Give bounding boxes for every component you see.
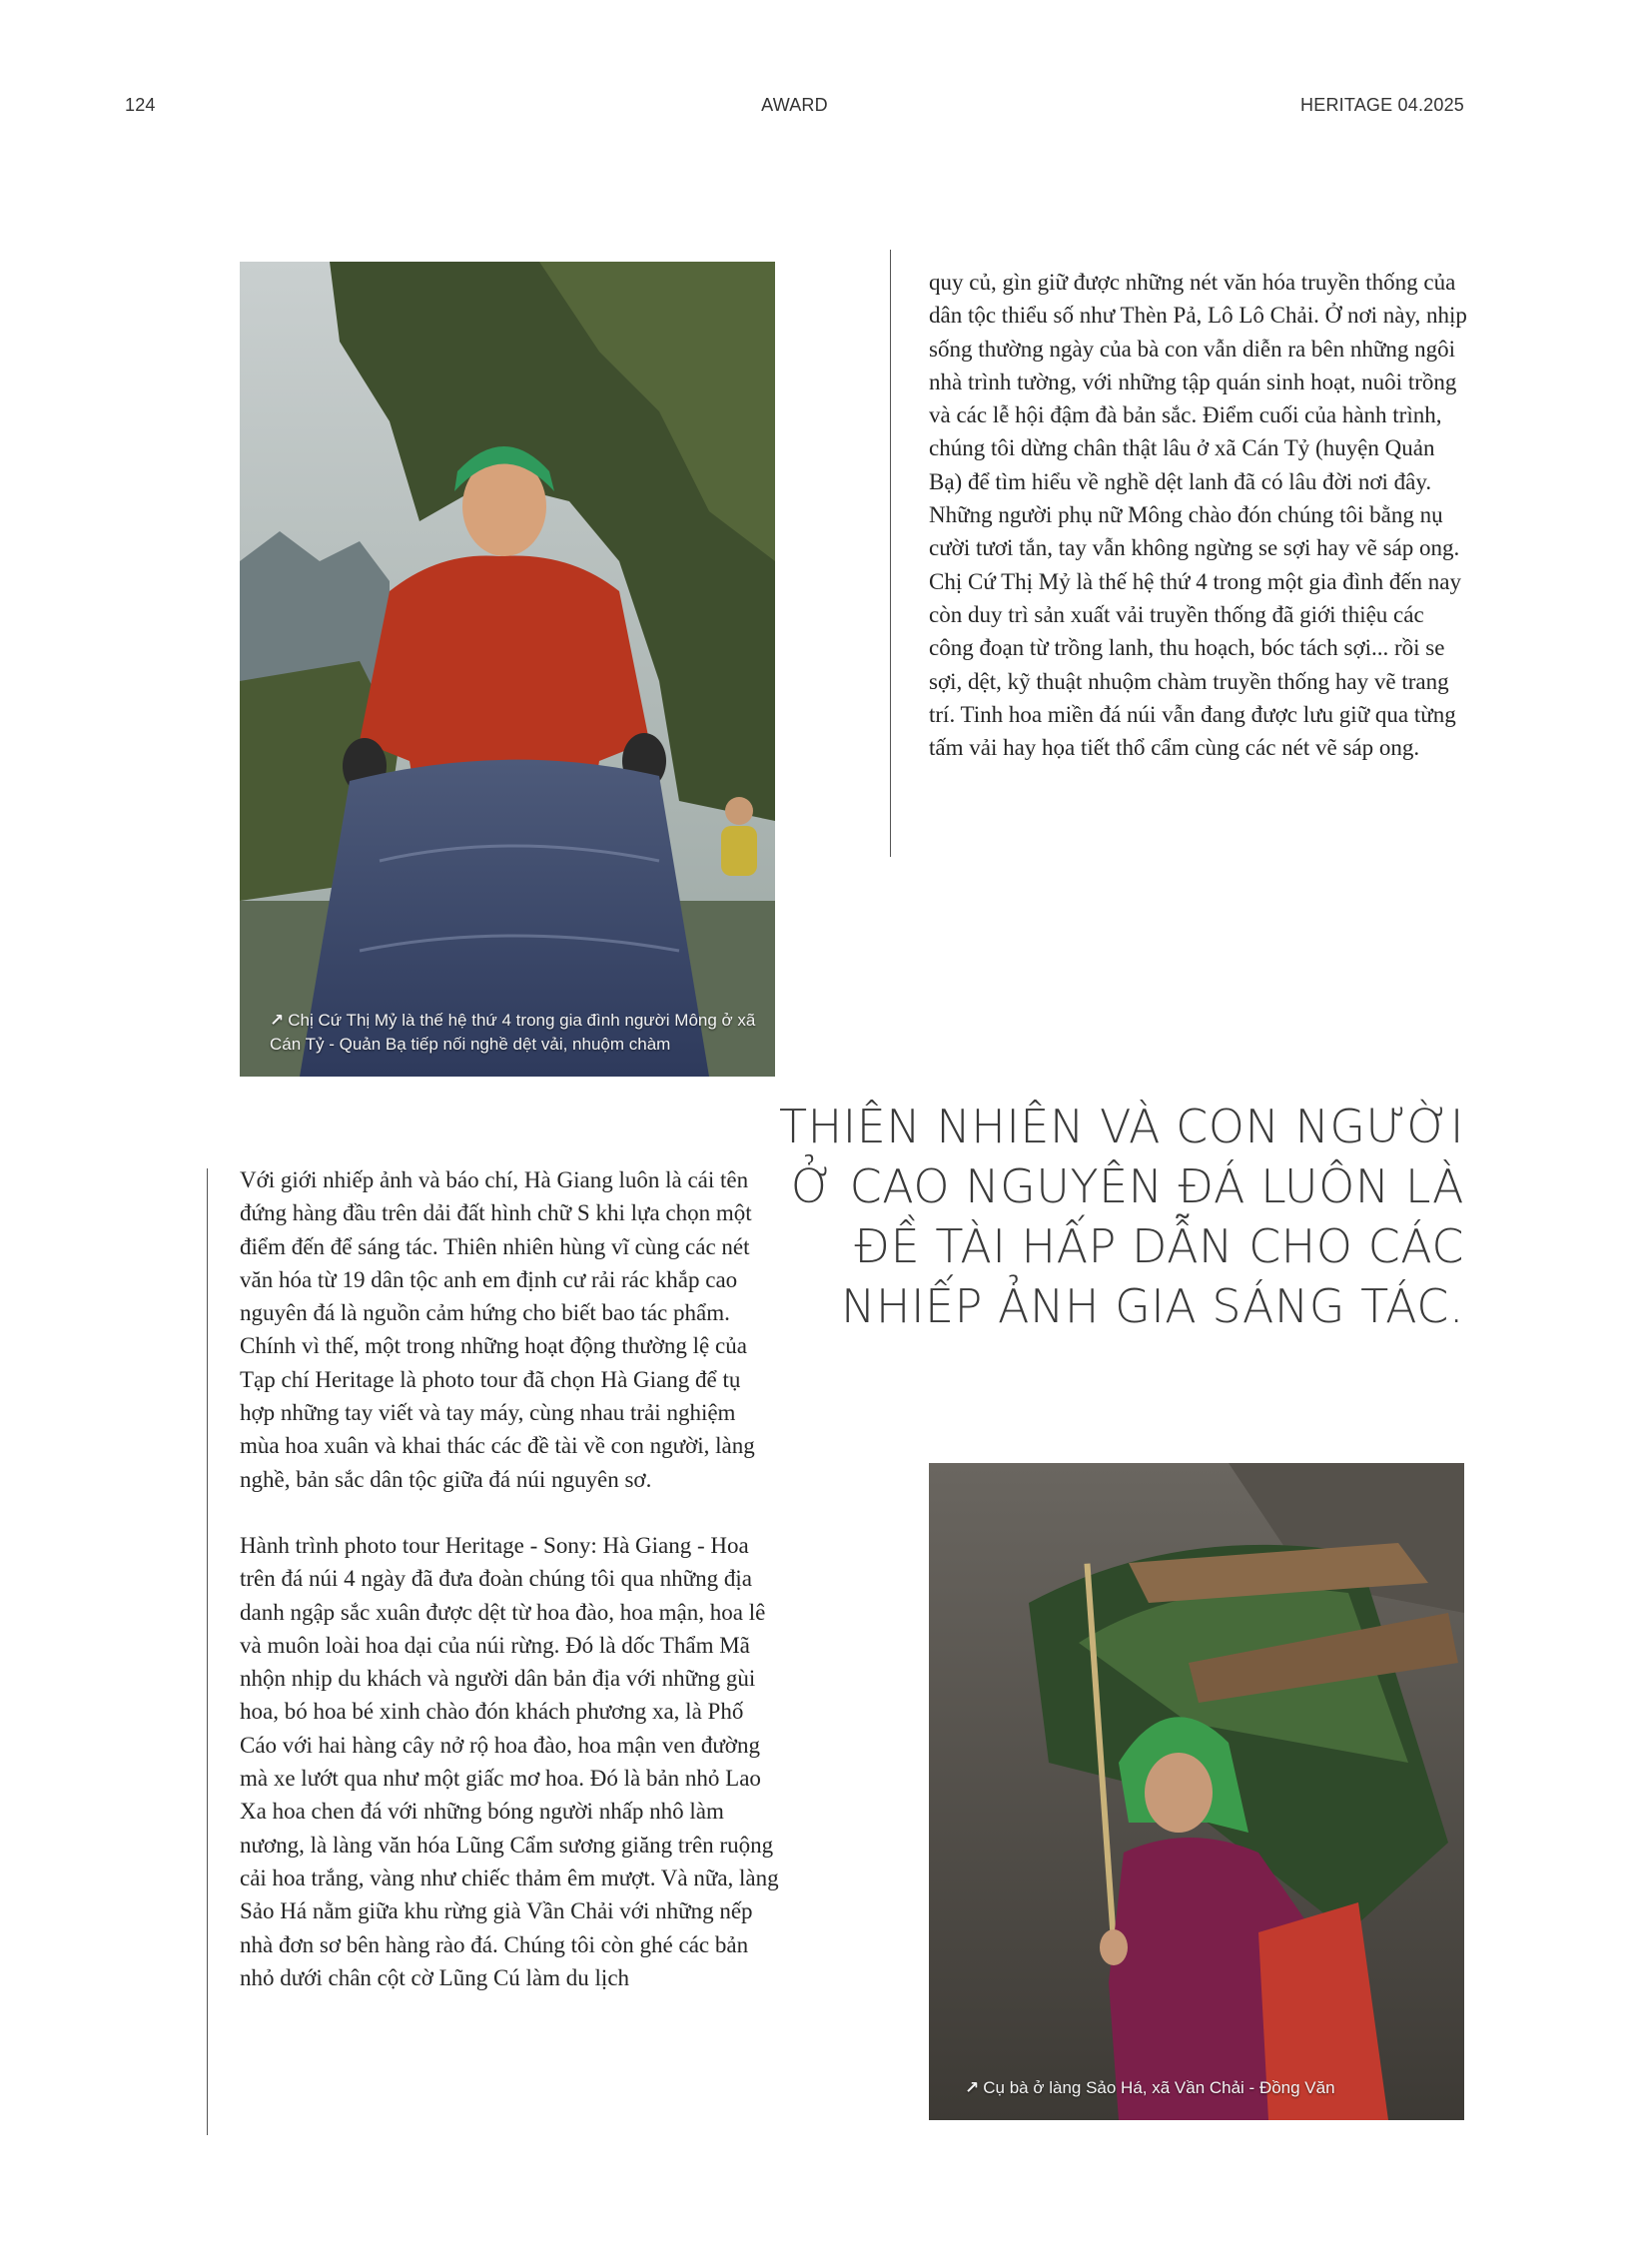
right-column-text [929, 266, 1468, 797]
section-label: AWARD [761, 95, 828, 115]
left-paragraph-1: Với giới nhiếp ảnh và báo chí, Hà Giang luôn là cái tên đứng hàng đầu trên dải đất hình chữ S khi lựa chọn một điểm đến để sáng tác. Thiên nhiên hùng vĩ cùng các nét văn hóa từ 19 dân tộc anh em định cư rải rác khắp cao nguyên đá là nguồn cảm hứng cho biết bao tác phẩm. Chính vì thế, một trong những hoạt động thường lệ của Tạp chí Heritage là photo tour đã chọn Hà Giang để tụ hợp những tay viết và tay máy, cùng nhau trải nghiệm mùa hoa xuân và khai thác các đề tài về con người, làng nghề, bản sắc dân tộc giữa đá núi nguyên sơ. [240, 1167, 755, 1492]
right-paragraph-1: quy củ, gìn giữ được những nét văn hóa truyền thống của dân tộc thiểu số như Thèn Pả, Lô Lô Chải. Ở nơi này, nhịp sống thường ngày của bà con vẫn diễn ra bên những ngôi nhà trình tường, với những tập quán sinh hoạt, nuôi trồng và các lễ hội đậm đà bản sắc. Điểm cuối của hành trình, chúng tôi dừng chân thật lâu ở xã Cán Tỷ (huyện Quản Bạ) để tìm hiểu về nghề dệt lanh đã có lâu đời nơi đây. Những người phụ nữ Mông chào đón chúng tôi bằng nụ cười tươi tắn, tay vẫn không ngừng se sợi hay vẽ sáp ong. Chị Cứ Thị Mỷ là thế hệ thứ 4 trong một gia đình đến nay còn duy trì sản xuất vải truyền thống đã giới thiệu các công đoạn từ trồng lanh, thu hoạch, bóc tách sợi... rồi se sợi, dệt, kỹ thuật nhuộm chàm truyền thống hay vẽ trang trí. Tinh hoa miền đá núi vẫn đang được lưu giữ qua từng tấm vải hay họa tiết thổ cẩm cùng các nét vẽ sáp ong. [929, 270, 1467, 761]
pull-quote: THIÊN NHIÊN VÀ CON NGƯỜI Ở CAO NGUYÊN ĐÁ LUÔN LÀ ĐỀ TÀI HẤP DẪN CHO CÁC NHIẾP ẢNH GIA SÁNG TÁC. [778, 1100, 1464, 1333]
photo-elderly-woman [929, 1463, 1464, 2120]
issue-label: HERITAGE 04.2025 [1300, 95, 1464, 115]
page-header [125, 95, 1464, 123]
photo-elderly-caption [965, 2076, 1444, 2100]
photo-elderly-illustration [929, 1463, 1464, 2120]
caption-arrow-icon: ↗ [270, 1011, 285, 1030]
left-paragraph-2: Hành trình photo tour Heritage - Sony: Hà Giang - Hoa trên đá núi 4 ngày đã đưa đoàn chúng tôi qua những địa danh ngập sắc xuân được dệt từ hoa đào, hoa mận, hoa lê và muôn loài hoa dại của núi rừng. Đó là dốc Thẩm Mã nhộn nhịp du khách và người dân bản địa với những gùi hoa, bó hoa bé xinh chào đón khách phương xa, là Phố Cáo với hai hàng cây nở rộ hoa đào, hoa mận ven đường mà xe lướt qua như một giấc mơ hoa. Đó là bản nhỏ Lao Xa hoa chen đá với những bóng người nhấp nhô làm nương, là làng văn hóa Lũng Cẩm sương giăng trên ruộng cải hoa trắng, vàng như chiếc thảm êm mượt. Và nữa, làng Sảo Há nằm giữa khu rừng già Vần Chải với những nếp nhà đơn sơ bên hàng rào đá. Chúng tôi còn ghé các bản nhỏ dưới chân cột cờ Lũng Cú làm du lịch [240, 1532, 779, 1990]
column-rule-left [207, 1168, 208, 2135]
column-rule-right [890, 250, 891, 857]
photo-weaver-illustration [240, 262, 775, 1077]
photo-weaver-woman [240, 262, 775, 1077]
page-number: 124 [125, 95, 156, 115]
caption-arrow-icon: ↗ [965, 2078, 980, 2097]
caption-text: Cụ bà ở làng Sảo Há, xã Vần Chải - Đồng Văn [983, 2078, 1335, 2097]
caption-text: Chị Cứ Thị Mỷ là thế hệ thứ 4 trong gia đình người Mông ở xã Cán Tỷ - Quản Bạ tiếp nối nghề dệt vải, nhuộm chàm [270, 1011, 756, 1054]
photo-weaver-caption [270, 1009, 759, 1057]
left-column-text [240, 1163, 779, 2027]
